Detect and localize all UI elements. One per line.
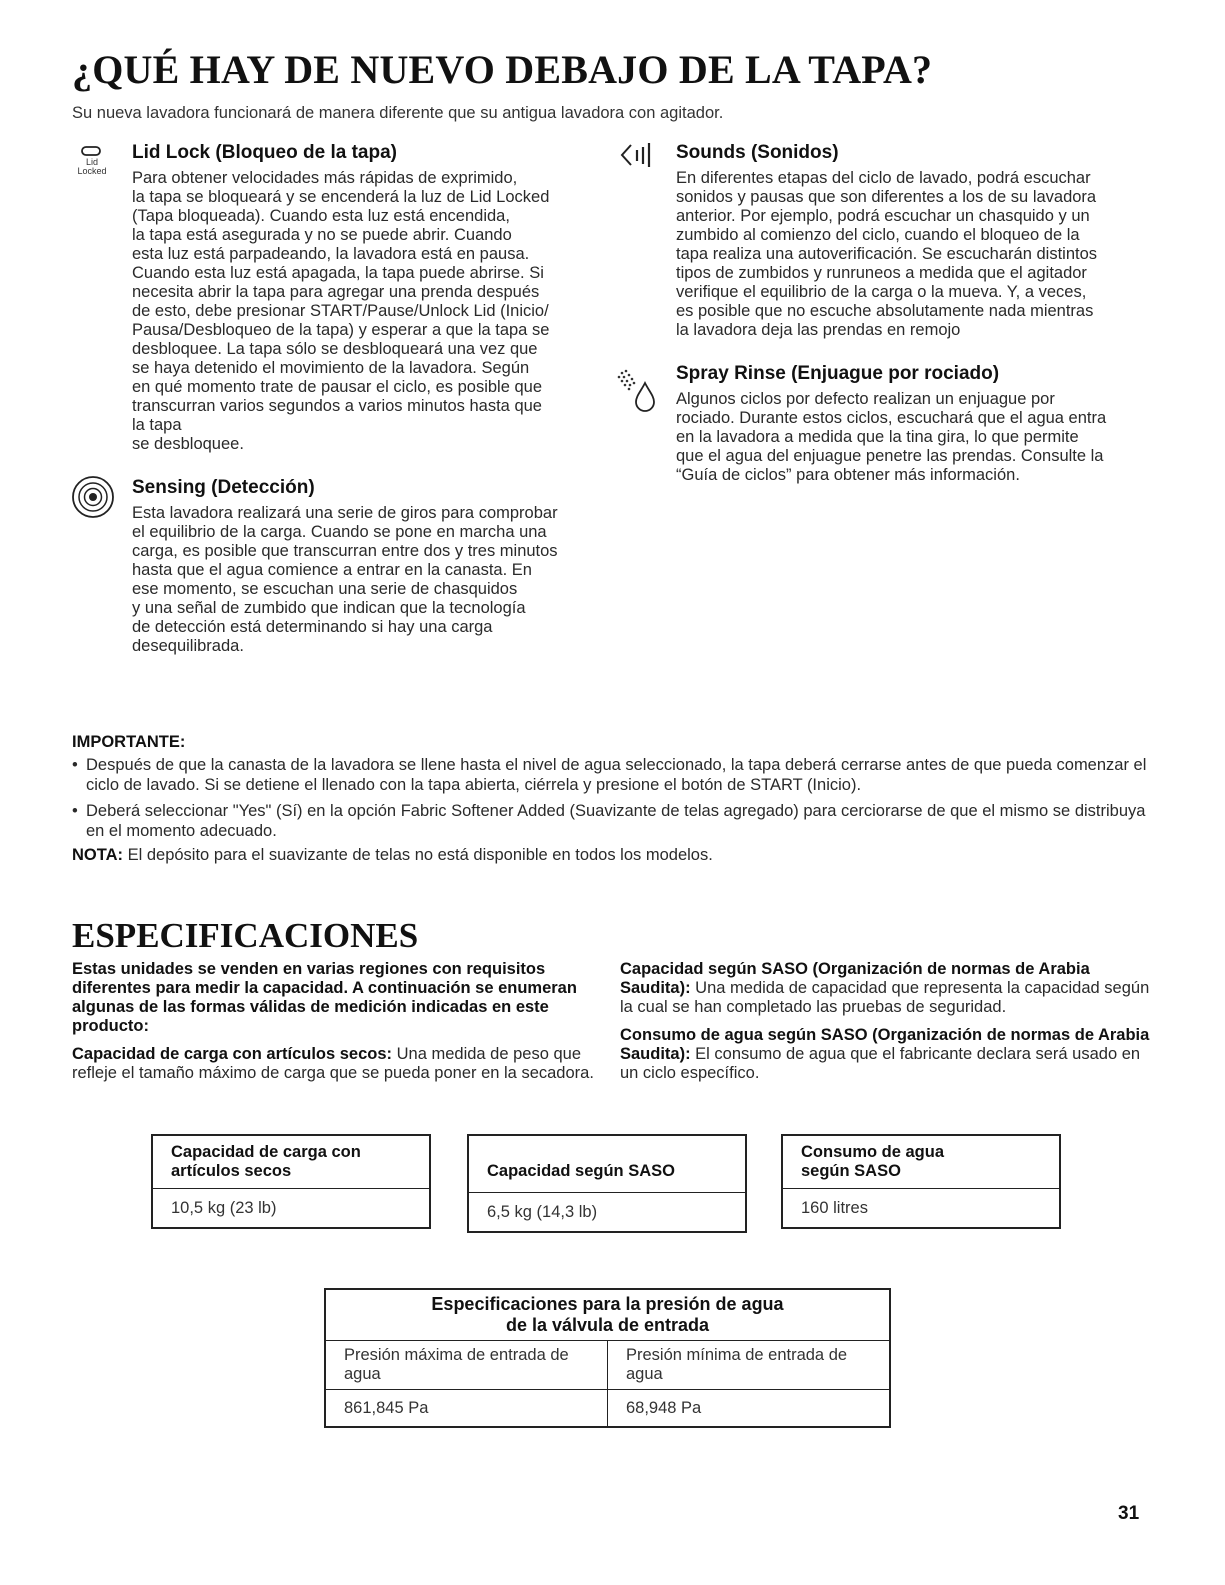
dry-capacity-label: Capacidad de carga con artículos secos: (72, 1045, 393, 1063)
saso-water-definition (620, 1026, 1150, 1083)
dry-capacity-table (151, 1134, 431, 1229)
sensing-icon (70, 474, 116, 525)
specs-title: ESPECIFICACIONES (72, 916, 419, 955)
nota-note (72, 846, 713, 865)
water-pressure-table-title (325, 1289, 890, 1341)
saso-water-table (781, 1134, 1061, 1229)
min-pressure-value: 68,948 Pa (608, 1390, 891, 1428)
dry-capacity-text: Una medida de peso que refleje el tamaño máximo de carga que se pueda poner en la secadora. (72, 1045, 594, 1082)
page-number: 31 (1118, 1503, 1140, 1524)
max-pressure-label: Presión máxima de entrada de agua (325, 1341, 608, 1390)
saso-capacity-definition (620, 960, 1150, 1017)
nota-label: NOTA: (72, 846, 124, 864)
lid-lock-section (132, 142, 602, 454)
spray-rinse-body: Algunos ciclos por defecto realizan un enjuague por rociado. Durante estos ciclos, escuchará que el agua entra en la lavadora a medida que la tina gira, lo que permite que el agua del enjuague penetre las prendas. Consulte la “Guía de ciclos” para obtener más información. (676, 390, 1107, 484)
saso-water-table-value: 160 litres (782, 1189, 1060, 1229)
spray-rinse-section (676, 363, 1156, 485)
important-bullet: • Deberá seleccionar "Yes" (Sí) en la opción Fabric Softener Added (Suavizante de telas agregado) para cerciorarse de que el mismo se distribuya en el momento adecuado. (72, 801, 1152, 841)
saso-capacity-table-header: Capacidad según SASO (468, 1135, 746, 1193)
page-subtitle: Su nueva lavadora funcionará de manera diferente que su antigua lavadora con agitador. (72, 104, 724, 122)
sounds-section (676, 142, 1156, 340)
max-pressure-value: 861,845 Pa (325, 1390, 608, 1428)
specs-right-column (620, 960, 1150, 1092)
sounds-heading: Sounds (Sonidos) (676, 142, 839, 163)
spray-rinse-icon (612, 365, 662, 418)
dry-capacity-definition (72, 1045, 600, 1083)
min-pressure-label: Presión mínima de entrada de agua (608, 1341, 891, 1390)
page-title: ¿QUÉ HAY DE NUEVO DEBAJO DE LA TAPA? (72, 47, 933, 92)
saso-capacity-label: Capacidad según SASO (Organización de normas de Arabia Saudita): (620, 960, 1090, 997)
important-heading: IMPORTANTE: (72, 733, 186, 751)
saso-capacity-table-value: 6,5 kg (14,3 lb) (468, 1193, 746, 1233)
important-list (72, 755, 1152, 847)
saso-capacity-table (467, 1134, 747, 1233)
water-pressure-title-line2: de la válvula de entrada (505, 1315, 710, 1335)
lid-lock-heading: Lid Lock (Bloqueo de la tapa) (132, 142, 397, 163)
saso-water-label: Consumo de agua según SASO (Organización de normas de Arabia Saudita): (620, 1026, 1150, 1063)
sounds-body: En diferentes etapas del ciclo de lavado, podrá escuchar sonidos y pausas que son diferentes a los de su lavadora anterior. Por ejemplo, podrá escuchar un chasquido y un zumbido al comienzo del ciclo, cuando el bloqueo de la tapa realiza una autoverificación. Se escucharán distintos tipos de zumbidos y runruneos a medida que el agitador verifique el equilibrio de la carga o la mueva. Y, a veces, es posible que no escuche absolutamente nada mientras la lavadora deja las prendas en remojo (676, 169, 1097, 339)
sensing-heading: Sensing (Detección) (132, 477, 315, 498)
saso-capacity-text: Una medida de capacidad que representa la capacidad según la cual se han completado las pruebas de seguridad. (620, 979, 1150, 1016)
saso-water-text: El consumo de agua que el fabricante declara será usado en un ciclo específico. (620, 1045, 1141, 1082)
water-pressure-title-line1: Especificaciones para la presión de agua (431, 1294, 784, 1314)
saso-water-table-header: Consumo de agua según SASO (782, 1135, 1060, 1189)
sound-icon (617, 140, 657, 175)
nota-text: El depósito para el suavizante de telas no está disponible en todos los modelos. (123, 846, 713, 864)
important-bullet: • Después de que la canasta de la lavadora se llene hasta el nivel de agua seleccionado, la tapa deberá cerrarse antes de que pueda comenzar el ciclo de lavado. Si se detiene el llenado con la tapa abierta, ciérrela y presione el botón de START (Inicio). (72, 755, 1152, 795)
specs-intro (72, 960, 600, 1036)
dry-capacity-table-header: Capacidad de carga con artículos secos (152, 1135, 430, 1189)
sensing-body: Esta lavadora realizará una serie de giros para comprobar el equilibrio de la carga. Cuando se pone en marcha una carga, es posible que transcurran entre dos y tres minutos hasta que el agua comience a entrar en la canasta. En ese momento, se escuchan una serie de chasquidos y una señal de zumbido que indican que la tecnología de detección está determinando si hay una carga desequilibrada. (132, 504, 558, 655)
specs-left-column (72, 960, 600, 1092)
lid-lock-body: Para obtener velocidades más rápidas de exprimido, la tapa se bloqueará y se encenderá la luz de Lid Locked (Tapa bloqueada). Cuando esta luz está encendida, la tapa está asegurada y no se puede abrir. Cuando esta luz está parpadeando, la lavadora está en pausa. Cuando esta luz está apagada, la tapa puede abrirse. Si necesita abrir la tapa para agregar una prenda después de esto, debe presionar START/Pause/Unlock Lid (Inicio/ Pausa/Desbloqueo de la tapa) y esperar a que la tapa se desbloquee. La tapa sólo se desbloqueará una vez que se haya detenido el movimiento de la lavadora. Según en qué momento trate de pausar el ciclo, es posible que transcurran varios segundos a varios minutos hasta que la tapa se desbloquee. (132, 169, 550, 453)
sensing-section (132, 477, 602, 656)
specs-intro-text: Estas unidades se venden en varias regiones con requisitos diferentes para medir la capacidad. A continuación se enumeran algunas de las formas válidas de medición indicadas en este producto: (72, 960, 577, 1035)
water-pressure-table (324, 1288, 891, 1428)
dry-capacity-table-value: 10,5 kg (23 lb) (152, 1189, 430, 1229)
lid-locked-icon-label: Lid Locked (77, 157, 107, 176)
spray-rinse-heading: Spray Rinse (Enjuague por rociado) (676, 363, 1000, 384)
